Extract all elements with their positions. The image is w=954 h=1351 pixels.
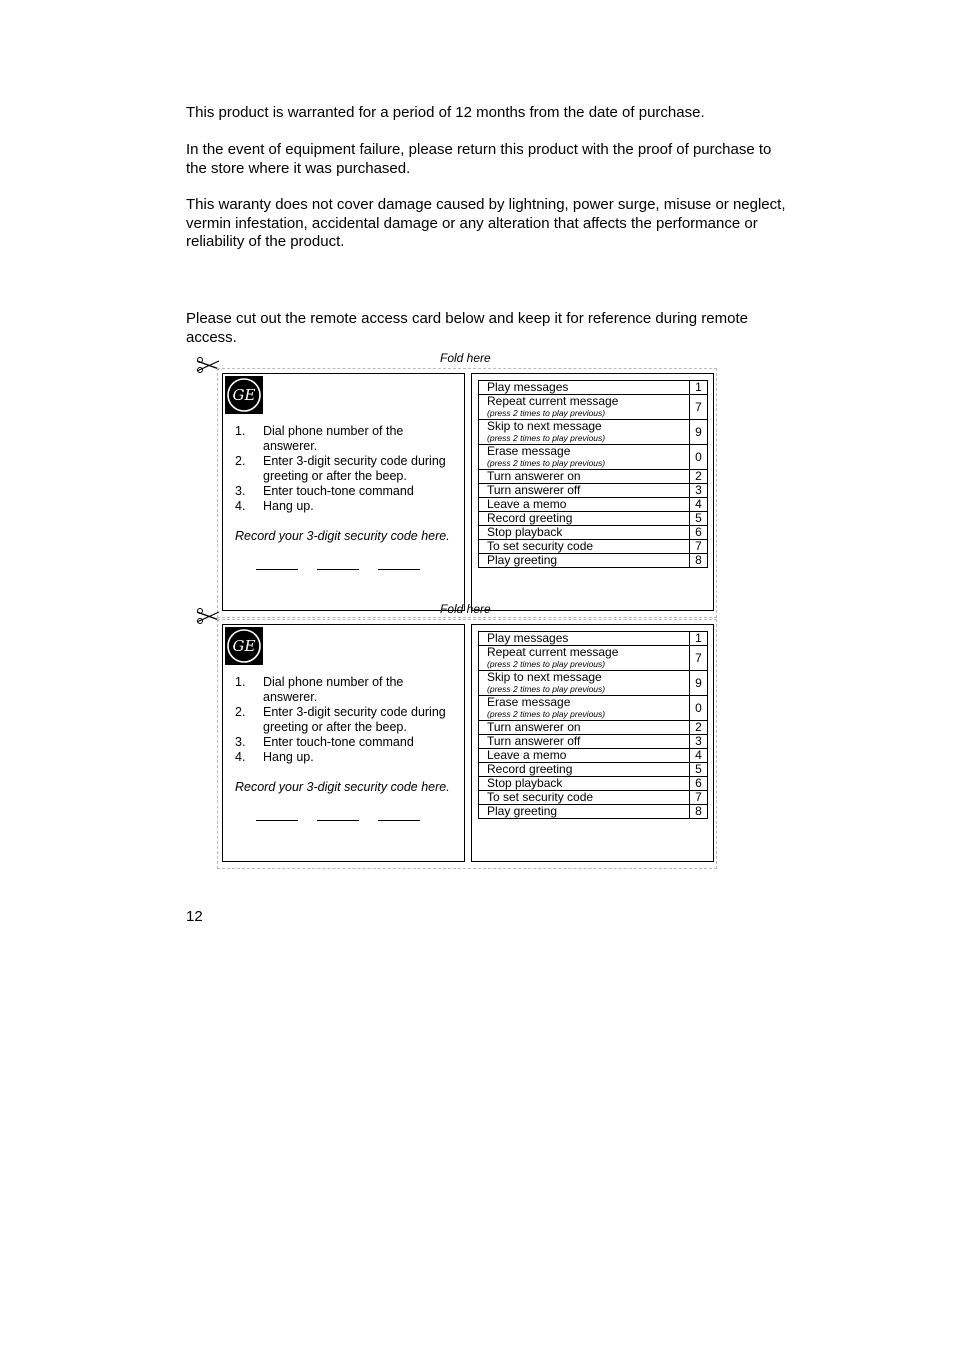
access-steps-list xyxy=(235,675,460,765)
table-row: Erase message (press 2 times to play previous) 0 xyxy=(479,696,708,721)
remote-access-card xyxy=(217,368,717,618)
remote-access-card xyxy=(217,619,717,869)
table-row: Leave a memo 4 xyxy=(479,498,708,512)
fold-here-label: Fold here xyxy=(440,351,491,365)
table-row: Play messages 1 xyxy=(479,381,708,395)
record-code-note: Record your 3-digit security code here. xyxy=(235,780,450,794)
svg-text:GE: GE xyxy=(232,637,256,655)
svg-text:GE: GE xyxy=(232,386,256,404)
warranty-exclusions-text: This waranty does not cover damage caused by lightning, power surge, misuse or neglect, vermin infestation, accidental damage or any alteration that affects the performance or reliability of the product. xyxy=(186,196,786,250)
table-row: Play greeting 8 xyxy=(479,554,708,568)
card-instructions-panel xyxy=(222,624,465,862)
table-row: Skip to next message (press 2 times to play previous) 9 xyxy=(479,671,708,696)
table-row: Turn answerer off 3 xyxy=(479,735,708,749)
card-instructions-panel xyxy=(222,373,465,611)
table-row: Turn answerer on 2 xyxy=(479,470,708,484)
command-table xyxy=(478,380,708,568)
table-row: Skip to next message (press 2 times to play previous) 9 xyxy=(479,420,708,445)
fold-here-label: Fold here xyxy=(440,602,491,616)
table-row: To set security code 7 xyxy=(479,791,708,805)
table-row: Play greeting 8 xyxy=(479,805,708,819)
table-row: Turn answerer off 3 xyxy=(479,484,708,498)
table-row: Record greeting 5 xyxy=(479,512,708,526)
security-code-blanks xyxy=(256,810,426,822)
card-commands-panel xyxy=(471,624,714,862)
equipment-failure-text: In the event of equipment failure, please return this product with the proof of purchase to the store where it was purchased. xyxy=(186,141,772,177)
record-code-note: Record your 3-digit security code here. xyxy=(235,529,450,543)
warranty-period-text: This product is warranted for a period of 12 months from the date of purchase. xyxy=(186,104,705,121)
step-item: 1. Dial phone number of the answerer. xyxy=(235,675,404,704)
ge-logo xyxy=(225,376,263,414)
table-row: Stop playback 6 xyxy=(479,526,708,540)
card-commands-panel xyxy=(471,373,714,611)
table-row: Play messages 1 xyxy=(479,632,708,646)
step-item: 3. Enter touch-tone command xyxy=(235,735,414,749)
table-row: Turn answerer on 2 xyxy=(479,721,708,735)
step-item: 2. Enter 3-digit security code during greeting or after the beep. xyxy=(235,454,446,483)
step-item: 2. Enter 3-digit security code during greeting or after the beep. xyxy=(235,705,446,734)
command-table xyxy=(478,631,708,819)
security-code-blanks xyxy=(256,559,426,571)
table-row: Erase message (press 2 times to play previous) 0 xyxy=(479,445,708,470)
step-item: 4. Hang up. xyxy=(235,750,314,764)
cut-out-instruction: Please cut out the remote access card below and keep it for reference during remote access. xyxy=(186,310,748,346)
page-number: 12 xyxy=(186,908,203,925)
step-item: 1. Dial phone number of the answerer. xyxy=(235,424,404,453)
table-row: Repeat current message (press 2 times to play previous) 7 xyxy=(479,646,708,671)
step-item: 4. Hang up. xyxy=(235,499,314,513)
table-row: Leave a memo 4 xyxy=(479,749,708,763)
table-row: To set security code 7 xyxy=(479,540,708,554)
access-steps-list xyxy=(235,424,460,514)
table-row: Record greeting 5 xyxy=(479,763,708,777)
table-row: Stop playback 6 xyxy=(479,777,708,791)
table-row: Repeat current message (press 2 times to play previous) 7 xyxy=(479,395,708,420)
step-item: 3. Enter touch-tone command xyxy=(235,484,414,498)
ge-logo xyxy=(225,627,263,665)
